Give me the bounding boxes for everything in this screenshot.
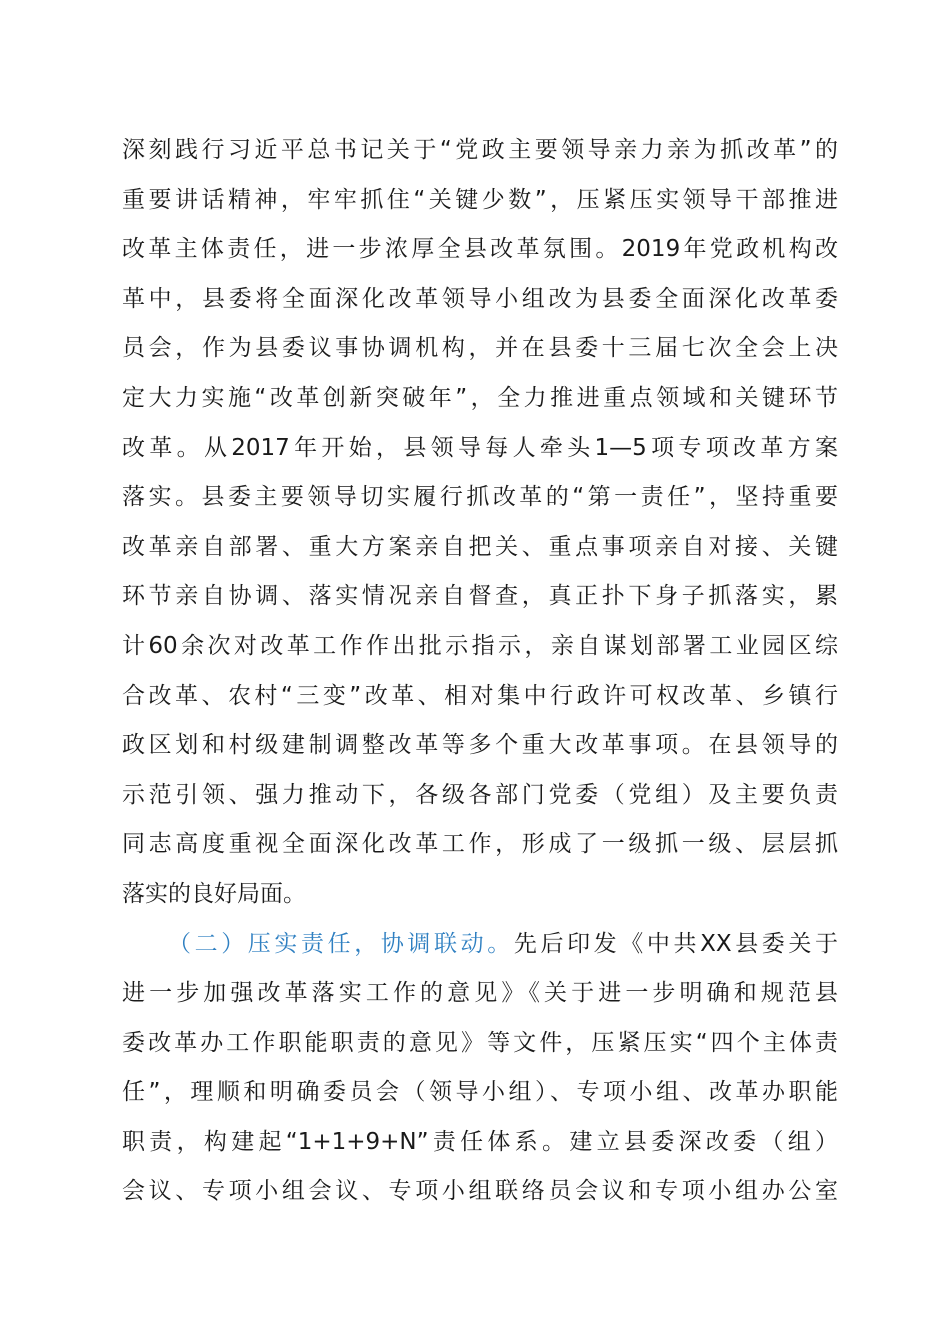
text-line: 落实。县委主要领导切实履行抓改革的“第一责任”，坚持重要 — [122, 484, 838, 511]
text-line: 员会，作为县委议事协调机构，并在县委十三届七次全会上决 — [122, 335, 838, 362]
text-line: 同志高度重视全面深化改革工作，形成了一级抓一级、层层抓 — [122, 831, 838, 858]
text-line: 落实的良好局面。 — [122, 880, 306, 907]
section-first-line-text: 先后印发《中共XX县委关于 — [513, 930, 839, 957]
text-line: 改革亲自部署、重大方案亲自把关、重点事项亲自对接、关键 — [122, 533, 838, 560]
paragraph-leadership — [122, 126, 838, 920]
text-line: 合改革、农村“三变”改革、相对集中行政许可权改革、乡镇行 — [122, 682, 838, 709]
document-body — [122, 126, 838, 1217]
text-line: 计60余次对改革工作作出批示指示，亲自谋划部署工业园区综 — [122, 632, 838, 659]
text-line: 改革主体责任，进一步浓厚全县改革氛围。2019年党政机构改 — [122, 236, 838, 263]
paragraph-responsibility — [122, 920, 838, 1218]
text-line: 政区划和村级建制调整改革等多个重大改革事项。在县领导的 — [122, 732, 838, 759]
text-line: 重要讲话精神，牢牢抓住“关键少数”，压紧压实领导干部推进 — [122, 186, 838, 213]
text-line: 会议、专项小组会议、专项小组联络员会议和专项小组办公室 — [122, 1178, 838, 1205]
text-line: 任”，理顺和明确委员会（领导小组）、专项小组、改革办职能 — [122, 1079, 838, 1106]
section-first-line — [122, 920, 838, 970]
text-line: 环节亲自协调、落实情况亲自督查，真正扑下身子抓落实，累 — [122, 583, 838, 610]
text-line: 改革。从2017年开始，县领导每人牵头1—5项专项改革方案 — [122, 434, 838, 461]
text-line: 职责，构建起“1+1+9+N”责任体系。建立县委深改委（组） — [122, 1128, 838, 1155]
text-line: 革中，县委将全面深化改革领导小组改为县委全面深化改革委 — [122, 285, 838, 312]
text-line: 示范引领、强力推动下，各级各部门党委（党组）及主要负责 — [122, 781, 838, 808]
text-line: 进一步加强改革落实工作的意见》《关于进一步明确和规范县 — [122, 980, 838, 1007]
text-line: 定大力实施“改革创新突破年”，全力推进重点领域和关键环节 — [122, 384, 838, 411]
text-line: 深刻践行习近平总书记关于“党政主要领导亲力亲为抓改革”的 — [122, 137, 838, 163]
text-line: 委改革办工作职能职责的意见》等文件，压紧压实“四个主体责 — [122, 1029, 838, 1056]
section-heading: （二）压实责任，协调联动。 — [168, 930, 514, 957]
